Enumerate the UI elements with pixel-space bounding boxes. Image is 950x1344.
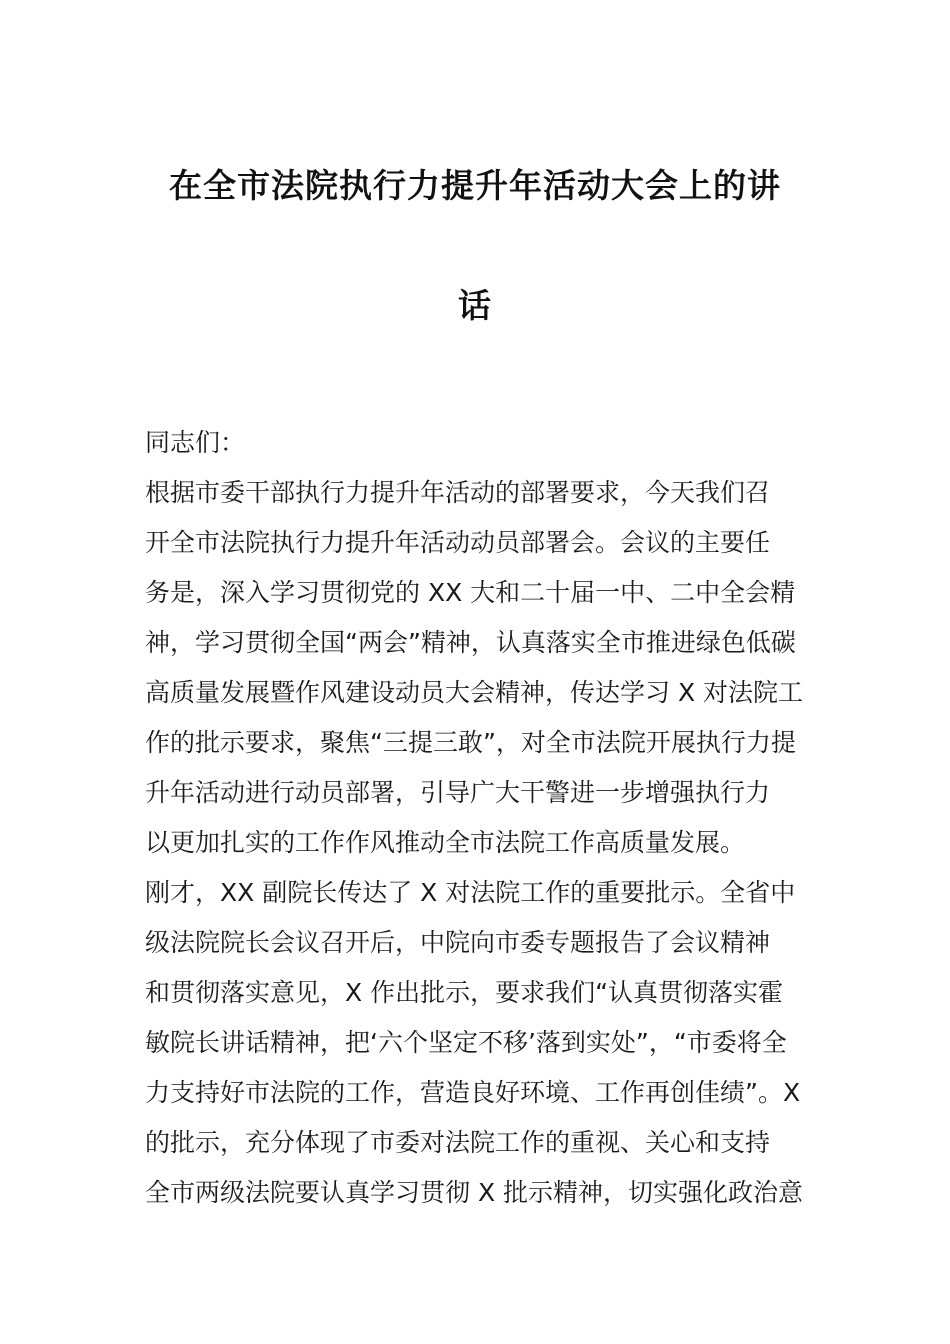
salutation: 同志们： [145, 428, 246, 457]
body-line: 全市两级法院要认真学习贯彻 X 批示精神，切实强化政治意 [145, 1178, 804, 1207]
body-line: 务是，深入学习贯彻党的 XX 大和二十届一中、二中全会精 [145, 578, 796, 607]
body-line: 开全市法院执行力提升年活动动员部署会。会议的主要任 [145, 528, 771, 557]
body-line: 升年活动进行动员部署，引导广大干警进一步增强执行力 [145, 778, 771, 807]
body-line: 和贯彻落实意见，X 作出批示，要求我们“认真贯彻落实霍 [145, 978, 784, 1007]
body-line: 敏院长讲话精神，把‘六个坚定不移’落到实处”，“市委将全 [145, 1028, 787, 1057]
document-body [145, 418, 815, 1218]
body-line: 神，学习贯彻全国“两会”精神，认真落实全市推进绿色低碳 [145, 628, 796, 657]
document-title-line-2: 话 [458, 286, 492, 325]
body-line: 级法院院长会议召开后，中院向市委专题报告了会议精神 [145, 928, 771, 957]
body-line: 作的批示要求，聚焦“三提三敢”，对全市法院开展执行力提 [145, 728, 796, 757]
body-line: 刚才，XX 副院长传达了 X 对法院工作的重要批示。全省中 [145, 878, 796, 907]
body-line: 高质量发展暨作风建设动员大会精神，传达学习 X 对法院工 [145, 678, 804, 707]
document-title-line-1: 在全市法院执行力提升年活动大会上的讲 [169, 166, 781, 205]
body-line: 以更加扎实的工作作风推动全市法院工作高质量发展。 [145, 828, 746, 857]
body-line: 的批示，充分体现了市委对法院工作的重视、关心和支持 [145, 1128, 771, 1157]
body-line: 根据市委干部执行力提升年活动的部署要求，今天我们召 [145, 478, 771, 507]
body-line: 力支持好市法院的工作，营造良好环境、工作再创佳绩”。X [145, 1078, 801, 1107]
